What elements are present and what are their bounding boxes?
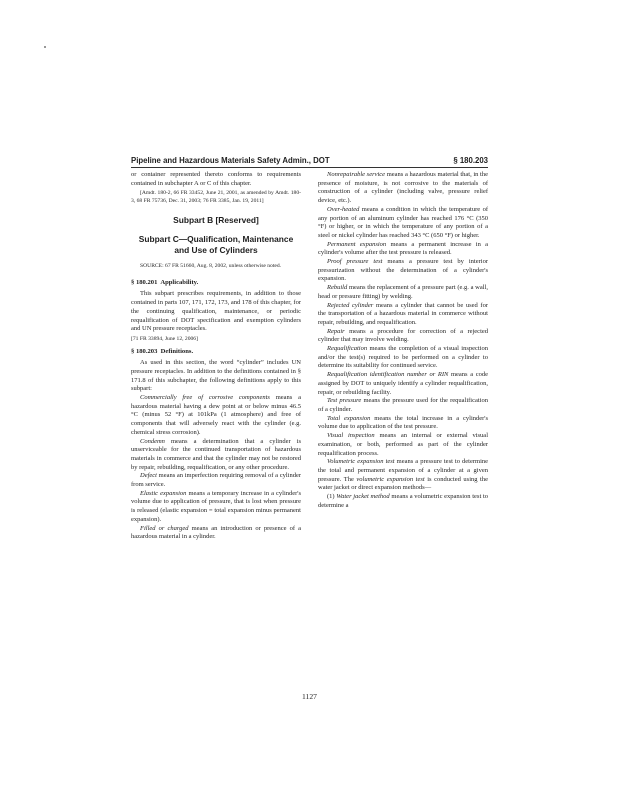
definition-term: Filled or charged [140, 524, 189, 532]
right-column [318, 171, 488, 510]
definition-term: Test pressure [327, 397, 362, 405]
section-201-number: § 180.201 [131, 278, 158, 286]
definition-commercially-free [131, 394, 301, 438]
definition-over-heated [318, 206, 488, 241]
definition-nonrepairable-service [318, 171, 488, 206]
definition-rebuild [318, 284, 488, 301]
continued-paragraph: or container represented thereto conforms to requirements contained in subchapter A or C of this chapter. [131, 171, 301, 187]
definition-term: Volumetric expansion test [327, 458, 395, 466]
definition-term: Rebuild [327, 284, 348, 292]
definition-term: Over-heated [327, 205, 360, 213]
source-note: SOURCE: 67 FR 51660, Aug. 8, 2002, unless otherwise noted. [140, 263, 282, 270]
definition-term: Permanent expansion [327, 240, 387, 248]
scan-speck [44, 46, 46, 48]
definition-term: Requalification [327, 345, 368, 353]
definition-total-expansion [318, 415, 488, 432]
definition-text: means a condition in which the temperature of any portion of an aluminum cylinder has reached 176 °C (350 °F) or higher, or in which the temperature of any portion of a steel or nickel cylinder has reached 343 °C (650 °F) or higher. [318, 205, 488, 239]
definition-term: Nonrepairable service [327, 171, 386, 178]
definition-test-pressure [318, 397, 488, 414]
definition-text: means a hazardous material having a dew point at or below minus 46.5 °C (minus 52 °F) at 101kPa (1 atmosphere) and free of components that will adversely react with the cylinder (e.g. chemical stress corrosion). [131, 394, 301, 436]
definition-permanent-expansion [318, 241, 488, 258]
section-203-intro: As used in this section, the word “cylinder” includes UN pressure receptacles. In addition to the definitions contained in § 171.8 of this subchapter, the following definitions apply to this subpart: [131, 359, 301, 393]
definition-text: means a pressure test by interior pressurization without the determination of a cylinder's expansion. [318, 258, 489, 283]
definition-text: means a cylinder that cannot be used for the transportation of a hazardous material in commerce without repair, rebuilding, and requalification. [318, 301, 489, 326]
definition-text: means a permanent increase in a cylinder's volume after the test pressure is released. [318, 240, 488, 257]
definition-defect [131, 472, 301, 489]
definition-requalification [318, 345, 488, 371]
definition-rejected-cylinder [318, 302, 488, 328]
definition-text: means an internal or external visual examination, or both, performed as part of the cylinder requalification process. [318, 432, 489, 457]
section-203-heading [131, 348, 301, 357]
definition-term: Condemn [140, 437, 165, 445]
definition-text: means a hazardous material that, in the presence of moisture, is not corrosive to the materials of construction of a cylinder (including valve, pressure relief device, etc.). [318, 171, 488, 205]
definition-text: means a temporary increase in a cylinder's volume due to application of pressure, that is lost when pressure is released (elastic expansion = total expansion minus permanent expansion). [131, 489, 302, 523]
definition-condemn [131, 438, 301, 473]
running-title: Pipeline and Hazardous Materials Safety Admin., DOT [131, 156, 330, 165]
definition-visual-inspection [318, 432, 488, 458]
definition-text: is conducted using the water jacket or direct expansion methods— [318, 475, 488, 492]
definition-term: Elastic expansion [140, 489, 187, 497]
section-201-heading [131, 279, 301, 288]
definition-text: means an imperfection requiring removal of a cylinder from service. [131, 472, 301, 489]
definition-term: Rejected cylinder [327, 301, 374, 309]
definition-elastic-expansion [131, 490, 301, 525]
subpart-b-heading: Subpart B [Reserved] [173, 214, 259, 225]
definition-volumetric-expansion-test [318, 458, 488, 493]
definition-term: Requalification identification number or RIN [327, 371, 449, 379]
left-column [131, 171, 301, 542]
section-201-history: [71 FR 33894, June 12, 2006] [131, 335, 198, 342]
definition-term: Total expansion [327, 414, 371, 422]
definition-repair [318, 328, 488, 345]
definition-term: Commercially free of corrosive components [140, 394, 270, 402]
subpart-c-heading: Subpart C—Qualification, Maintenance and Use of Cylinders [138, 234, 294, 255]
definition-filled-or-charged [131, 525, 301, 542]
definition-term: Repair [327, 327, 345, 335]
section-203-number: § 180.203 [131, 347, 158, 355]
section-201-title: Applicability. [160, 278, 199, 286]
definition-text: means a determination that a cylinder is unserviceable for the continued transportation of hazardous materials in commerce and that the cylinder may not be restored by repair, rebuilding, requalification, or any other procedure. [131, 437, 301, 471]
definition-term: Water jacket method [336, 493, 390, 501]
definition-term: Proof pressure test [327, 258, 383, 266]
definition-text: means the replacement of a pressure part (e.g. a wall, head or pressure fitting) by welding. [318, 284, 488, 300]
page-number: 1127 [302, 692, 317, 701]
definition-text: means a volumetric expansion test to determine a [318, 493, 489, 509]
header-rule [131, 167, 488, 168]
section-reference: § 180.203 [453, 156, 488, 165]
definition-text: means a code assigned by DOT to uniquely identify a cylinder requalification, repair, or rebuilding facility. [318, 371, 488, 396]
definition-proof-pressure-test [318, 258, 488, 284]
definition-inline-term: volumetric expansion test [356, 475, 425, 483]
definition-text: means a pressure test to determine the total and permanent expansion of a cylinder at a given pressure. The [318, 458, 489, 483]
definition-term: Defect [140, 472, 157, 480]
definition-text: means the total increase in a cylinder's volume due to application of the test pressure. [318, 414, 489, 431]
definition-term: Visual inspection [327, 432, 375, 440]
section-201-text: This subpart prescribes requirements, in addition to those contained in parts 107, 171, 172, 173, and 178 of this chapter, for the continuing qualification, maintenance, or periodic requalification of DOT specification and exemption cylinders and UN pressure receptacles. [131, 290, 301, 333]
definition-water-jacket-method [318, 493, 488, 510]
definition-text: means the completion of a visual inspection and/or the test(s) required to be performed on a cylinder to determine its suitability for continued service. [318, 345, 488, 370]
definition-rin [318, 371, 488, 397]
amendment-note: [Amdt. 180-2, 66 FR 33452, June 21, 2001, as amended by Amdt. 180-3, 68 FR 75736, Dec. 31, 2003; 76 FR 3385, Jan. 19, 2011] [131, 190, 301, 204]
paragraph-number: (1) [327, 493, 335, 501]
definition-text: means an introduction or presence of a hazardous material in a cylinder. [131, 524, 301, 541]
section-203-title: Definitions. [160, 347, 194, 355]
definition-text: means a procedure for correction of a rejected cylinder that may involve welding. [318, 327, 489, 344]
definition-text: means the pressure used for the requalification of a cylinder. [318, 397, 488, 413]
